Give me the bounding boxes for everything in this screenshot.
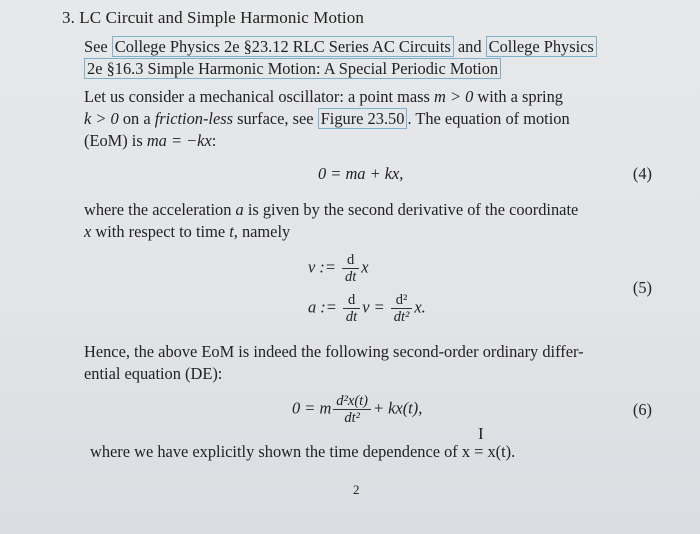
acceleration-lhs: a := bbox=[308, 297, 337, 317]
reference-paragraph bbox=[84, 36, 656, 80]
text: ential equation (DE): bbox=[84, 364, 223, 383]
acceleration-paragraph bbox=[84, 199, 656, 243]
velocity-lhs: v := bbox=[308, 257, 336, 277]
link-figure-23-50[interactable]: Figure 23.50 bbox=[318, 108, 408, 129]
text: : bbox=[211, 131, 217, 150]
time-dependence-paragraph bbox=[90, 441, 662, 463]
section-heading: 3. LC Circuit and Simple Harmonic Motion bbox=[62, 8, 364, 27]
fraction-numerator: d²x(t) bbox=[333, 393, 371, 410]
fraction-numerator: d² bbox=[391, 292, 413, 309]
fraction-numerator: d bbox=[342, 252, 359, 269]
page-number: 2 bbox=[353, 482, 360, 497]
math-x: x. bbox=[414, 297, 426, 317]
math-v-eq: v = bbox=[362, 297, 385, 317]
derivative-fraction bbox=[343, 292, 360, 325]
text: on a bbox=[118, 109, 155, 128]
fraction-denominator: dt² bbox=[344, 410, 360, 426]
text: Hence, the above EoM is indeed the following second-order ordinary differ- bbox=[84, 342, 584, 361]
second-derivative-fraction bbox=[333, 393, 371, 426]
equation-4-number: (4) bbox=[632, 164, 652, 183]
fraction-denominator: dt bbox=[345, 269, 357, 285]
fraction-denominator: dt² bbox=[393, 309, 410, 325]
equation-6-rhs: + kx(t), bbox=[373, 398, 423, 418]
math-a: a bbox=[235, 200, 244, 219]
text: , namely bbox=[233, 222, 291, 241]
de-paragraph bbox=[84, 341, 656, 385]
equation-6 bbox=[292, 393, 422, 426]
equation-6-number: (6) bbox=[632, 400, 652, 419]
equation-5-velocity bbox=[308, 252, 369, 285]
math-eom: ma = −kx bbox=[146, 131, 212, 150]
text: is given by the second derivative of the coordinate bbox=[243, 200, 579, 219]
derivative-fraction bbox=[342, 252, 359, 285]
text: (EoM) is bbox=[84, 131, 147, 150]
second-derivative-fraction bbox=[391, 292, 413, 325]
link-simple-harmonic-motion-part1[interactable]: College Physics bbox=[486, 36, 597, 57]
text: Let us consider a mechanical oscillator: a point mass bbox=[84, 87, 435, 106]
equation-5-acceleration bbox=[308, 292, 426, 325]
equation-4: 0 = ma + kx, bbox=[318, 164, 404, 183]
fraction-numerator: d bbox=[343, 292, 360, 309]
math-x: x bbox=[84, 222, 92, 241]
link-simple-harmonic-motion-part2[interactable]: 2e §16.3 Simple Harmonic Motion: A Special Periodic Motion bbox=[84, 58, 501, 79]
equation-6-lhs: 0 = m bbox=[292, 398, 332, 418]
text: where we have explicitly shown the time dependence of x = x(t). bbox=[90, 442, 516, 461]
math-x: x bbox=[361, 257, 369, 277]
equation-5-number: (5) bbox=[632, 278, 652, 297]
math-spring: k > 0 bbox=[84, 109, 119, 128]
text-cursor: I bbox=[478, 424, 484, 443]
text: with respect to time bbox=[91, 222, 230, 241]
text: surface, see bbox=[233, 109, 318, 128]
math-mass: m > 0 bbox=[434, 87, 474, 106]
fraction-denominator: dt bbox=[345, 309, 358, 325]
text: with a spring bbox=[473, 87, 563, 106]
reference-prefix: See bbox=[84, 37, 112, 56]
reference-and: and bbox=[453, 37, 486, 56]
oscillator-paragraph bbox=[84, 86, 656, 152]
math-t: t bbox=[229, 222, 234, 241]
link-rlc-series-ac[interactable]: College Physics 2e §23.12 RLC Series AC Circuits bbox=[112, 36, 454, 57]
text: where the acceleration bbox=[84, 200, 236, 219]
text: . The equation of motion bbox=[407, 109, 570, 128]
emphasis-frictionless: friction-less bbox=[154, 109, 234, 128]
